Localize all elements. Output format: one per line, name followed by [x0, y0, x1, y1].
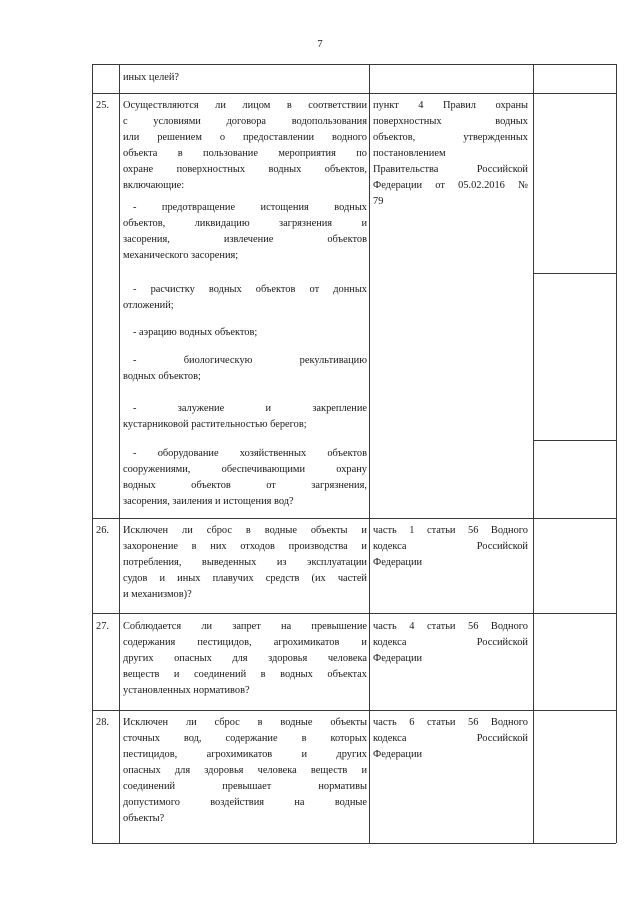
row-number: 25. — [96, 100, 109, 111]
row-number: 28. — [96, 717, 109, 728]
list-item: - расчистку водных объектов от донных отложений; — [123, 284, 367, 311]
list-item: - биологическую рекультивацию водных объектов; — [123, 355, 367, 382]
row-number: 26. — [96, 525, 109, 536]
list-item: - залужение и закрепление кустарниковой растительностью берегов; — [123, 403, 367, 430]
legal-reference: часть 1 статьи 56 Водного кодекса Российской Федерации — [373, 525, 528, 568]
list-item: - предотвращение истощения водных объектов, ликвидацию загрязнения и засорения, извлечение объектов механического засорения; — [123, 202, 367, 261]
question-text: Исключен ли сброс в водные объекты и захоронение в них отходов производства и потребления, выведенных из эксплуатации судов и иных плавучих средств (их частей и механизмов)? — [123, 525, 367, 600]
page-number: 7 — [317, 38, 323, 50]
list-item: - аэрацию водных объектов; — [133, 327, 258, 338]
question-text: Соблюдается ли запрет на превышение содержания пестицидов, агрохимикатов и других опасных для здоровья человека веществ и соединений в водных объектах установленных нормативов? — [123, 621, 367, 696]
row-number: 27. — [96, 621, 109, 632]
legal-reference: пункт 4 Правил охраны поверхностных водных объектов, утвержденных постановлением Правительства Российской Федерации от 05.02.2016 № 79 — [373, 100, 528, 207]
question-text: Исключен ли сброс в водные объекты сточных вод, содержание в которых пестицидов, агрохимикатов и других опасных для здоровья человека веществ и соединений превышает нормативы допустимого воздействия на водные объекты? — [123, 717, 367, 824]
question-text: Осуществляются ли лицом в соответствии с условиями договора водопользования или решением о предоставлении водного объекта в пользование мероприятия по охране поверхностных водных объектов, включающие: — [123, 100, 367, 191]
list-item: - оборудование хозяйственных объектов сооружениями, обеспечивающими охрану водных объектов от загрязнения, засорения, заиления и истощения вод? — [123, 448, 367, 507]
legal-reference: часть 6 статьи 56 Водного кодекса Российской Федерации — [373, 717, 528, 760]
legal-reference: часть 4 статьи 56 Водного кодекса Российской Федерации — [373, 621, 528, 664]
question-text: иных целей? — [123, 72, 180, 83]
